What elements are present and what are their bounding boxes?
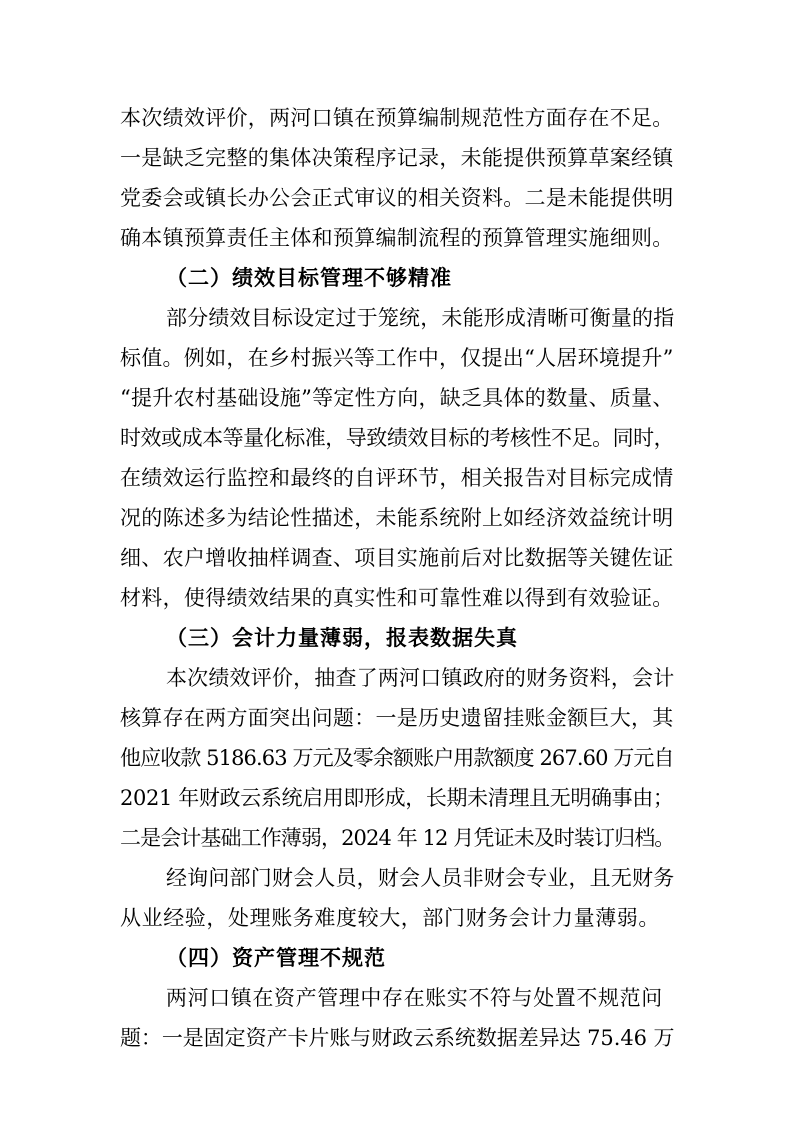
section-heading: （四）资产管理不规范 bbox=[166, 946, 386, 970]
paragraph-line: 时效或成本等量化标准，导致绩效目标的考核性不足。同时， bbox=[120, 426, 675, 450]
paragraph-line: 况的陈述多为结论性描述，未能系统附上如经济效益统计明 bbox=[120, 506, 674, 530]
paragraph-line: 本次绩效评价，两河口镇在预算编制规范性方面存在不足。 bbox=[120, 106, 674, 130]
paragraph-line: 2021 年财政云系统启用即形成，长期未清理且无明确事由； bbox=[120, 786, 674, 810]
paragraph-line: 确本镇预算责任主体和预算编制流程的预算管理实施细则。 bbox=[120, 226, 674, 250]
paragraph-line: “提升农村基础设施”等定性方向，缺乏具体的数量、质量、 bbox=[120, 386, 674, 410]
paragraph-line: 在绩效运行监控和最终的自评环节，相关报告对目标完成情 bbox=[120, 466, 674, 490]
section-heading: （三）会计力量薄弱，报表数据失真 bbox=[166, 626, 518, 650]
paragraph-line: 材料，使得绩效结果的真实性和可靠性难以得到有效验证。 bbox=[120, 586, 674, 610]
paragraph-line: 他应收款 5186.63 万元及零余额账户用款额度 267.60 万元自 bbox=[120, 746, 674, 770]
paragraph-line: 核算存在两方面突出问题：一是历史遗留挂账金额巨大，其 bbox=[120, 706, 674, 730]
paragraph-line: 从业经验，处理账务难度较大，部门财务会计力量薄弱。 bbox=[120, 906, 660, 930]
paragraph-line: 一是缺乏完整的集体决策程序记录，未能提供预算草案经镇 bbox=[120, 146, 674, 170]
paragraph-line: 部分绩效目标设定过于笼统，未能形成清晰可衡量的指 bbox=[166, 306, 675, 330]
paragraph-line: 本次绩效评价，抽查了两河口镇政府的财务资料，会计 bbox=[166, 666, 675, 690]
paragraph-line: 题：一是固定资产卡片账与财政云系统数据差异达 75.46 万 bbox=[120, 1026, 675, 1050]
paragraph-line: 细、农户增收抽样调查、项目实施前后对比数据等关键佐证 bbox=[120, 546, 674, 570]
paragraph-line: 党委会或镇长办公会正式审议的相关资料。二是未能提供明 bbox=[120, 186, 674, 210]
paragraph-line: 两河口镇在资产管理中存在账实不符与处置不规范问 bbox=[166, 986, 663, 1010]
paragraph-line: 标值。例如，在乡村振兴等工作中，仅提出“人居环境提升” bbox=[120, 346, 674, 370]
paragraph-line: 二是会计基础工作薄弱，2024 年 12 月凭证未及时装订归档。 bbox=[120, 826, 675, 850]
paragraph-line: 经询问部门财会人员，财会人员非财会专业，且无财务 bbox=[166, 866, 675, 890]
section-heading: （二）绩效目标管理不够精准 bbox=[166, 266, 452, 290]
